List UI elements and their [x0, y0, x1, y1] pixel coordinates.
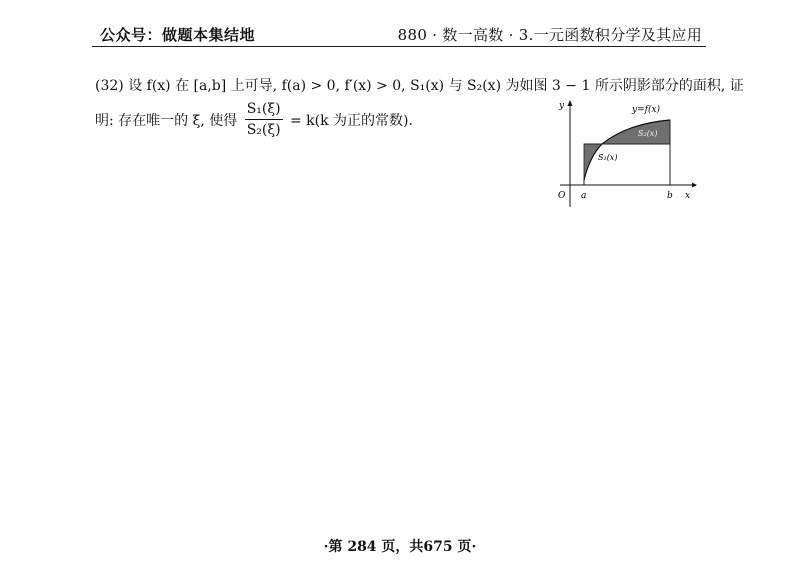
- origin-label: O: [558, 191, 566, 201]
- y-axis-arrow: [568, 100, 573, 106]
- page-footer: ·第 284 页，共675 页·: [323, 539, 477, 555]
- problem-statement-line2: [95, 101, 413, 138]
- header-divider: [92, 46, 706, 47]
- region-s1-shading: [584, 144, 602, 180]
- fraction-denominator: S₂(ξ): [246, 122, 281, 138]
- figure-3-1: [552, 92, 702, 214]
- curve-label: y=f(x): [632, 105, 661, 115]
- region-s2-shading: [602, 120, 670, 144]
- x-axis-label: x: [685, 191, 691, 201]
- region-s2-label: S₂(x): [638, 129, 658, 138]
- ratio-fraction: [245, 101, 283, 138]
- problem-line2-suffix: = k(k 为正的常数).: [289, 112, 413, 129]
- header-source: 公众号：做题本集结地: [100, 26, 256, 44]
- header-chapter: 880 · 数一高数 · 3.一元函数积分学及其应用: [397, 26, 702, 44]
- fraction-numerator: S₁(ξ): [245, 101, 283, 120]
- problem-line2-prefix: 明: 存在唯一的 ξ, 使得: [95, 112, 238, 129]
- b-label: b: [667, 191, 673, 201]
- y-axis-label: y: [559, 101, 565, 111]
- x-axis-arrow: [692, 183, 697, 188]
- region-s1-label: S₁(x): [598, 153, 618, 162]
- a-label: a: [581, 191, 587, 201]
- page-header: [92, 22, 706, 46]
- problem-statement-line1: (32) 设 f(x) 在 [a,b] 上可导, f(a) > 0, f′(x) > 0, S₁(x) 与 S₂(x) 为如图 3 − 1 所示阴影部分的面积, 证: [95, 78, 744, 94]
